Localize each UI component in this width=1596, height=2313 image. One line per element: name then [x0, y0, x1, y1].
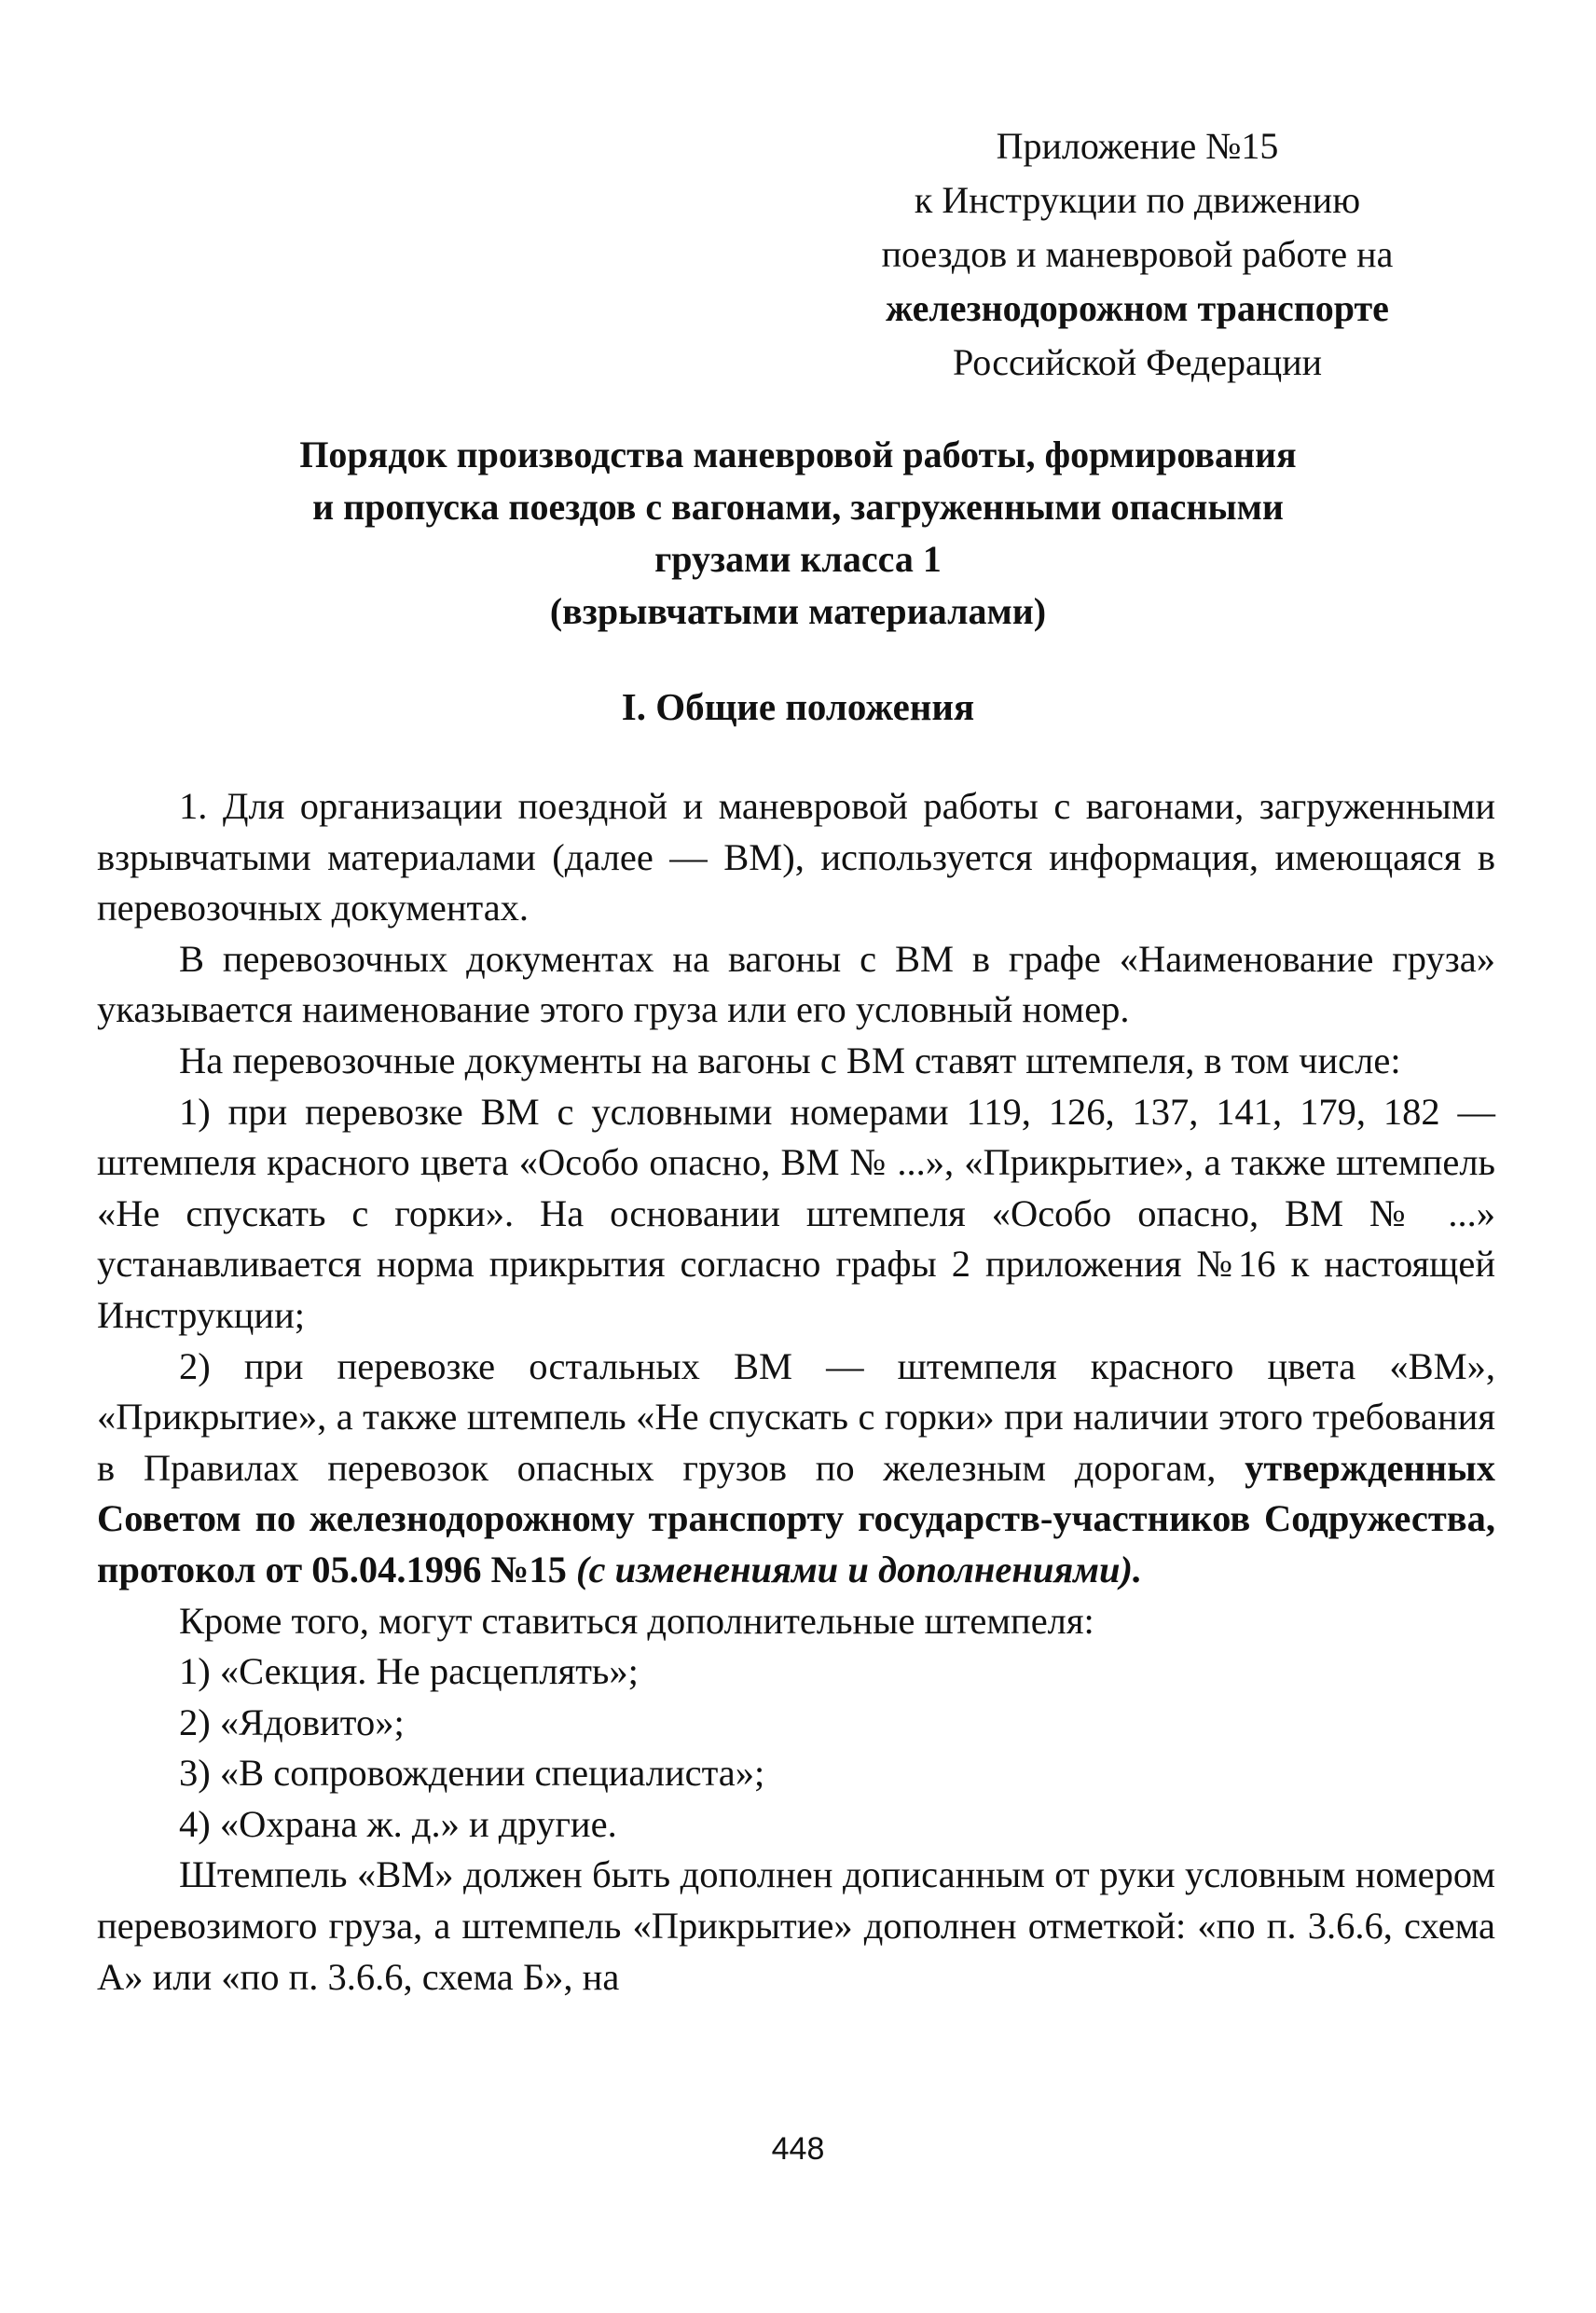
list-item: 4) «Охрана ж. д.» и другие. [179, 1802, 617, 1845]
paragraph: На перевозочные документы на вагоны с ВМ ставят штемпеля, в том числе: [179, 1039, 1401, 1081]
list-item: 2) «Ядовито»; [179, 1700, 405, 1743]
paragraph: В перевозочных документах на вагоны с ВМ в графе «Наименование груза» указывается наименование этого груза или его условный номер. [97, 937, 1495, 1031]
body-text [97, 781, 1495, 2003]
appendix-line: поездов и маневровой работе на [881, 233, 1394, 275]
appendix-line: к Инструкции по движению [914, 179, 1361, 221]
list-item: 1) «Секция. Не расцеплять»; [179, 1650, 639, 1693]
document-title [140, 429, 1456, 638]
section-heading: I. Общие положения [621, 685, 975, 728]
paragraph: 1) при перевозке ВМ с условными номерами 119, 126, 137, 141, 179, 182 — штемпеля красного цвета «Особо опасно, ВМ № ...», «Прикрытие», а также штемпель «Не спускать с горки». На основании штемпеля «Особо опасно, ВМ № ...» устанавливается норма прикрытия согласно графы 2 приложения №16 к настоящей Инструкции; [97, 1090, 1495, 1336]
paragraph-bold-italic-text: (с изменениями и дополнениями). [575, 1548, 1143, 1590]
appendix-line: Российской Федерации [952, 341, 1323, 383]
title-line: (взрывчатыми материалами) [549, 590, 1047, 632]
paragraph: 1. Для организации поездной и маневровой работы с вагонами, загруженными взрывчатыми материалами (далее — ВМ), используется информация, имеющаяся в перевозочных документах. [97, 785, 1495, 929]
paragraph [97, 1342, 1495, 1596]
paragraph-text: 2) при перевозке остальных ВМ — штемпеля красного цвета «ВМ», «Прикрытие», а также штемпель «Не спускать с горки» при наличии этого требования в Правилах перевозок опасных грузов по железным дорогам, [97, 1344, 1495, 1489]
page-number: 448 [771, 2131, 825, 2167]
appendix-line: Приложение №15 [996, 125, 1279, 167]
paragraph: Штемпель «ВМ» должен быть дополнен дописанным от руки условным номером перевозимого груза, а штемпель «Прикрытие» дополнен отметкой: «по п. 3.6.6, схема А» или «по п. 3.6.6, схема Б», на [97, 1853, 1495, 1998]
paragraph-bold-text: утвержденных Советом по железнодорожному транспорту государств-участников Содружества, протокол от 05.04.1996 №15 [97, 1446, 1495, 1590]
title-line: и пропуска поездов с вагонами, загруженными опасными [312, 486, 1284, 528]
list-item: 3) «В сопровождении специалиста»; [179, 1752, 765, 1795]
appendix-reference [811, 119, 1464, 390]
appendix-line-bold: железнодорожном транспорте [886, 287, 1389, 329]
paragraph: Кроме того, могут ставиться дополнительные штемпеля: [179, 1599, 1094, 1642]
title-line: грузами класса 1 [654, 538, 942, 580]
title-line: Порядок производства маневровой работы, формирования [299, 434, 1297, 475]
